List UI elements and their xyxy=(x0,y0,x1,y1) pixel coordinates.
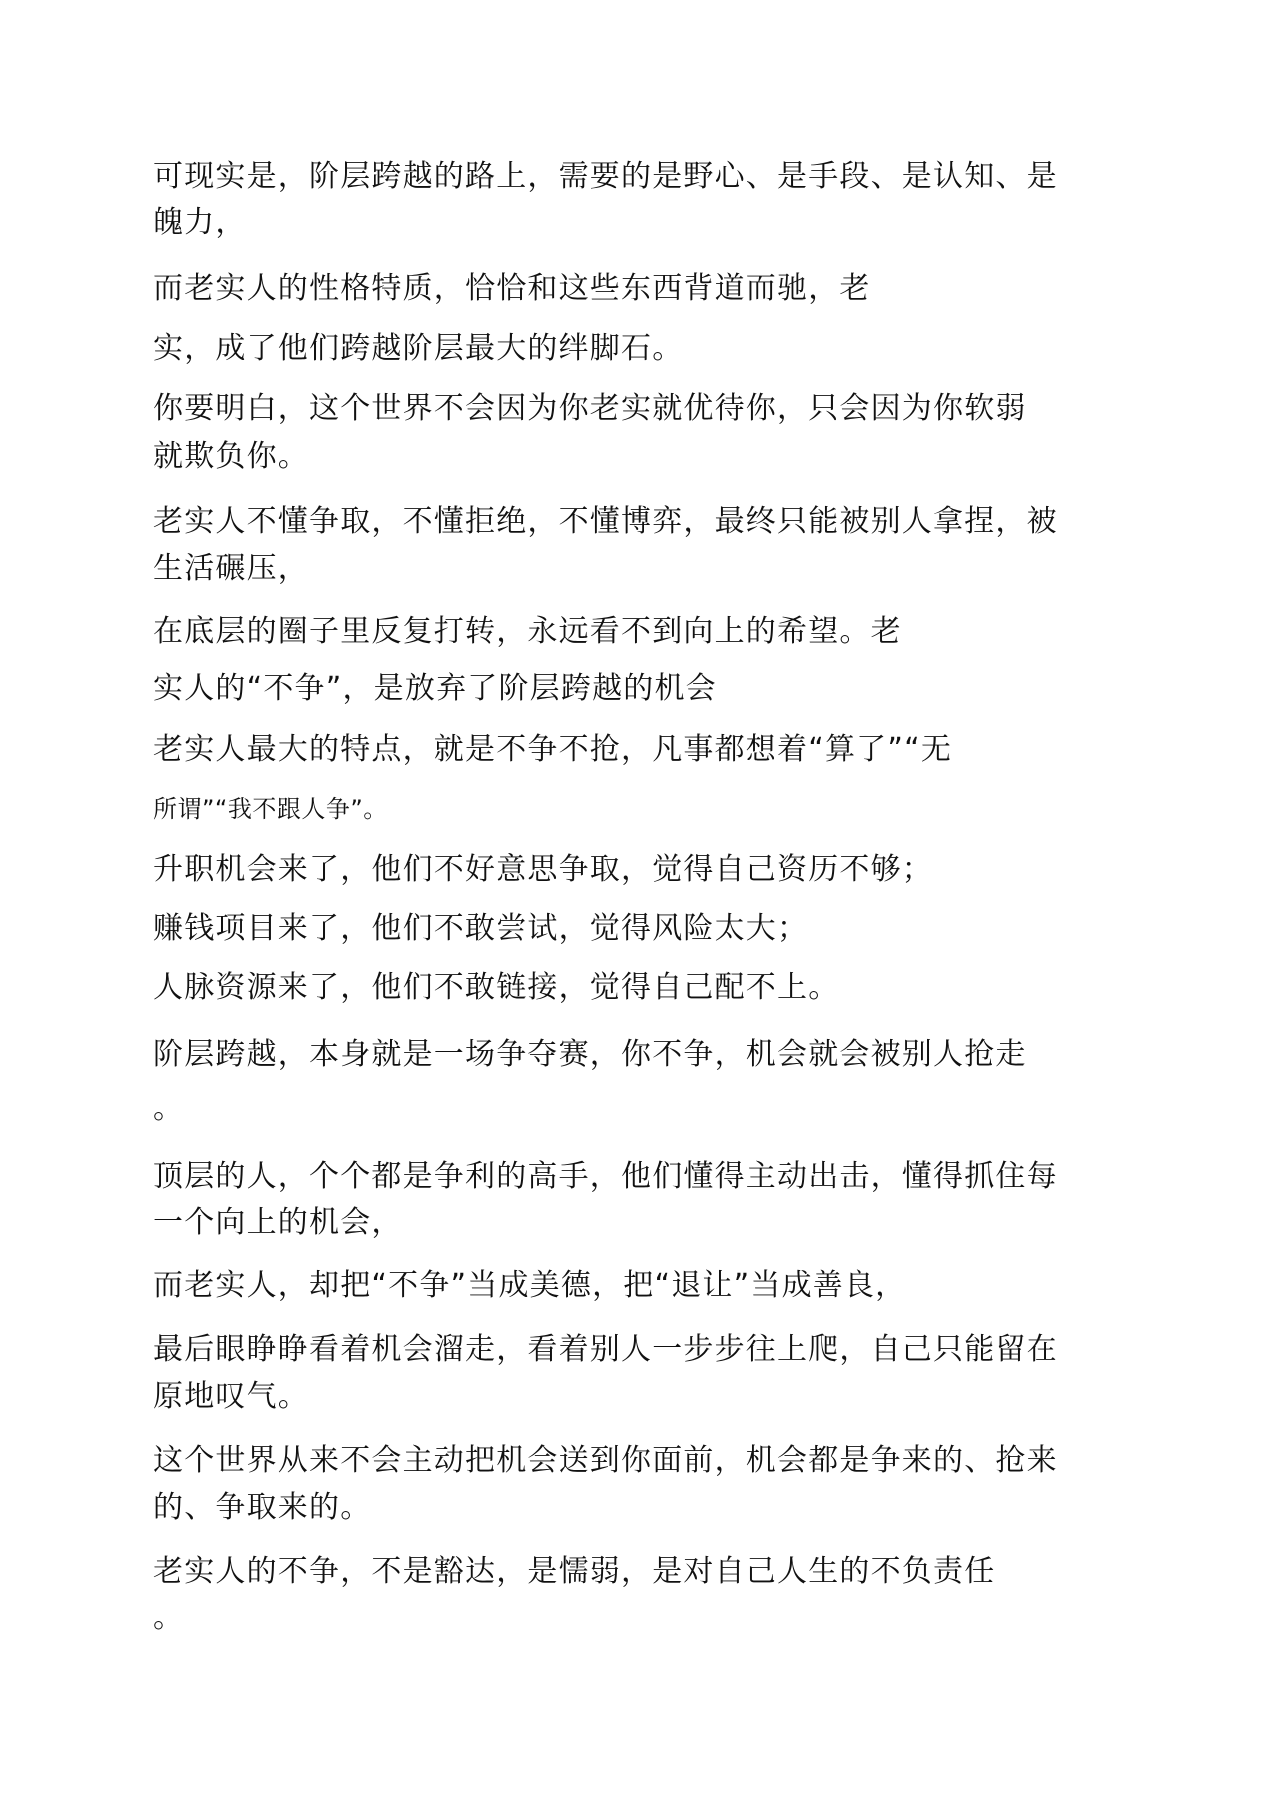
text-line: 在底层的圈子里反复打转，永远看不到向上的希望。老 xyxy=(153,614,902,649)
text-line: 一个向上的机会， xyxy=(153,1205,403,1240)
text-line: 而老实人的性格特质，恰恰和这些东西背道而驰，老 xyxy=(153,271,871,306)
text-line: 原地叹气。 xyxy=(153,1379,309,1414)
text-line: 顶层的人，个个都是争利的高手，他们懂得主动出击，懂得抓住每 xyxy=(153,1159,1058,1194)
text-line: 实人的“不争”，是放弃了阶层跨越的机会 xyxy=(153,671,717,706)
text-line: 阶层跨越，本身就是一场争夺赛，你不争，机会就会被别人抢走 xyxy=(153,1037,1027,1072)
text-line: 最后眼睁睁看着机会溜走，看着别人一步步往上爬，自己只能留在 xyxy=(153,1332,1058,1367)
text-line: 这个世界从来不会主动把机会送到你面前，机会都是争来的、抢来 xyxy=(153,1443,1058,1478)
text-line: 魄力， xyxy=(153,205,247,240)
text-line: 所谓”“我不跟人争”。 xyxy=(153,795,388,823)
text-line: 可现实是，阶层跨越的路上，需要的是野心、是手段、是认知、是 xyxy=(153,159,1058,194)
text-line: 。 xyxy=(153,1600,185,1635)
text-line: 老实人最大的特点，就是不争不抢，凡事都想着“算了”“无 xyxy=(153,732,953,767)
text-line: 老实人不懂争取，不懂拒绝，不懂博弈，最终只能被别人拿捏，被 xyxy=(153,504,1058,539)
text-line: 实，成了他们跨越阶层最大的绊脚石。 xyxy=(153,331,684,366)
text-line: 而老实人，却把“不争”当成美德，把“退让”当成善良， xyxy=(153,1268,907,1303)
text-line: 老实人的不争，不是豁达，是懦弱，是对自己人生的不负责任 xyxy=(153,1554,996,1589)
text-line: 人脉资源来了，他们不敢链接，觉得自己配不上。 xyxy=(153,970,840,1005)
text-line: 升职机会来了，他们不好意思争取，觉得自己资历不够； xyxy=(153,852,933,887)
text-line: 赚钱项目来了，他们不敢尝试，觉得风险太大； xyxy=(153,911,809,946)
text-line: 生活碾压， xyxy=(153,551,309,586)
text-line: 的、争取来的。 xyxy=(153,1490,372,1525)
text-line: 。 xyxy=(153,1091,185,1126)
text-line: 你要明白，这个世界不会因为你老实就优待你，只会因为你软弱 xyxy=(153,391,1027,426)
text-line: 就欺负你。 xyxy=(153,439,309,474)
